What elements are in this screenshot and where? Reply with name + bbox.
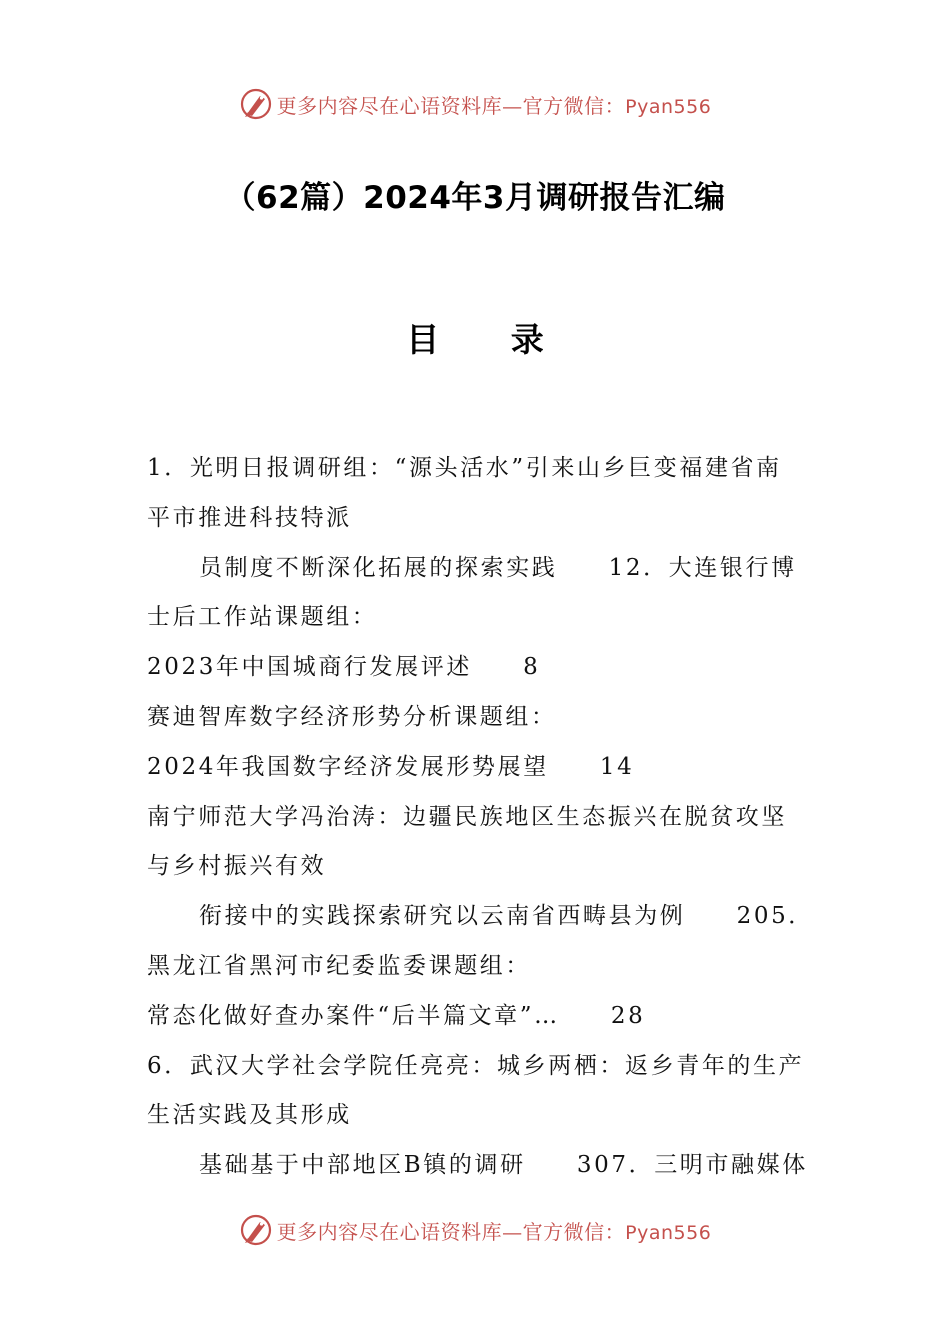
- table-of-contents: [147, 450, 812, 1197]
- footer-banner: [0, 1210, 950, 1250]
- toc-line: 常态化做好查办案件“后半篇文章”… 28: [147, 1002, 646, 1029]
- toc-line: 基础基于中部地区B镇的调研 307．三明市融媒体: [199, 1152, 808, 1179]
- toc-line: 衔接中的实践探索研究以云南省西畴县为例 205．: [199, 903, 814, 930]
- toc-line: 6．武汉大学社会学院任亮亮：城乡两栖：返乡青年的生产: [147, 1052, 805, 1079]
- banner-label: 更多内容尽在心语资料库—官方微信：: [276, 1219, 626, 1244]
- toc-line: 黑龙江省黑河市纪委监委课题组：: [147, 952, 531, 979]
- wechat-id: Pyan556: [625, 95, 712, 118]
- toc-line: 1．光明日报调研组：“源头活水”引来山乡巨变福建省南: [147, 455, 782, 481]
- banner-text: [277, 1216, 712, 1245]
- toc-line: 2024年我国数字经济发展形势展望 14: [147, 753, 635, 780]
- toc-line: 士后工作站课题组：: [147, 604, 378, 631]
- toc-line: 2023年中国城商行发展评述 8: [147, 654, 541, 681]
- banner-label: 更多内容尽在心语资料库—官方微信：: [276, 93, 626, 118]
- pen-nib-icon: [239, 87, 273, 121]
- toc-line: 南宁师范大学冯治涛：边疆民族地区生态振兴在脱贫攻坚: [147, 803, 787, 830]
- toc-line: 平市推进科技特派: [147, 504, 352, 531]
- banner-text: [277, 90, 712, 119]
- toc-line: 与乡村振兴有效: [147, 853, 327, 880]
- document-title: （62篇）2024年3月调研报告汇编: [224, 180, 726, 216]
- toc-line: 赛迪智库数字经济形势分析课题组：: [147, 703, 557, 730]
- toc-line: 生活实践及其形成: [147, 1102, 352, 1129]
- toc-heading: 目 录: [406, 320, 574, 359]
- pen-nib-icon: [239, 1213, 273, 1247]
- wechat-id: Pyan556: [625, 1221, 712, 1244]
- header-banner: [0, 84, 950, 124]
- toc-line: 员制度不断深化拓展的探索实践 12．大连银行博: [199, 554, 797, 581]
